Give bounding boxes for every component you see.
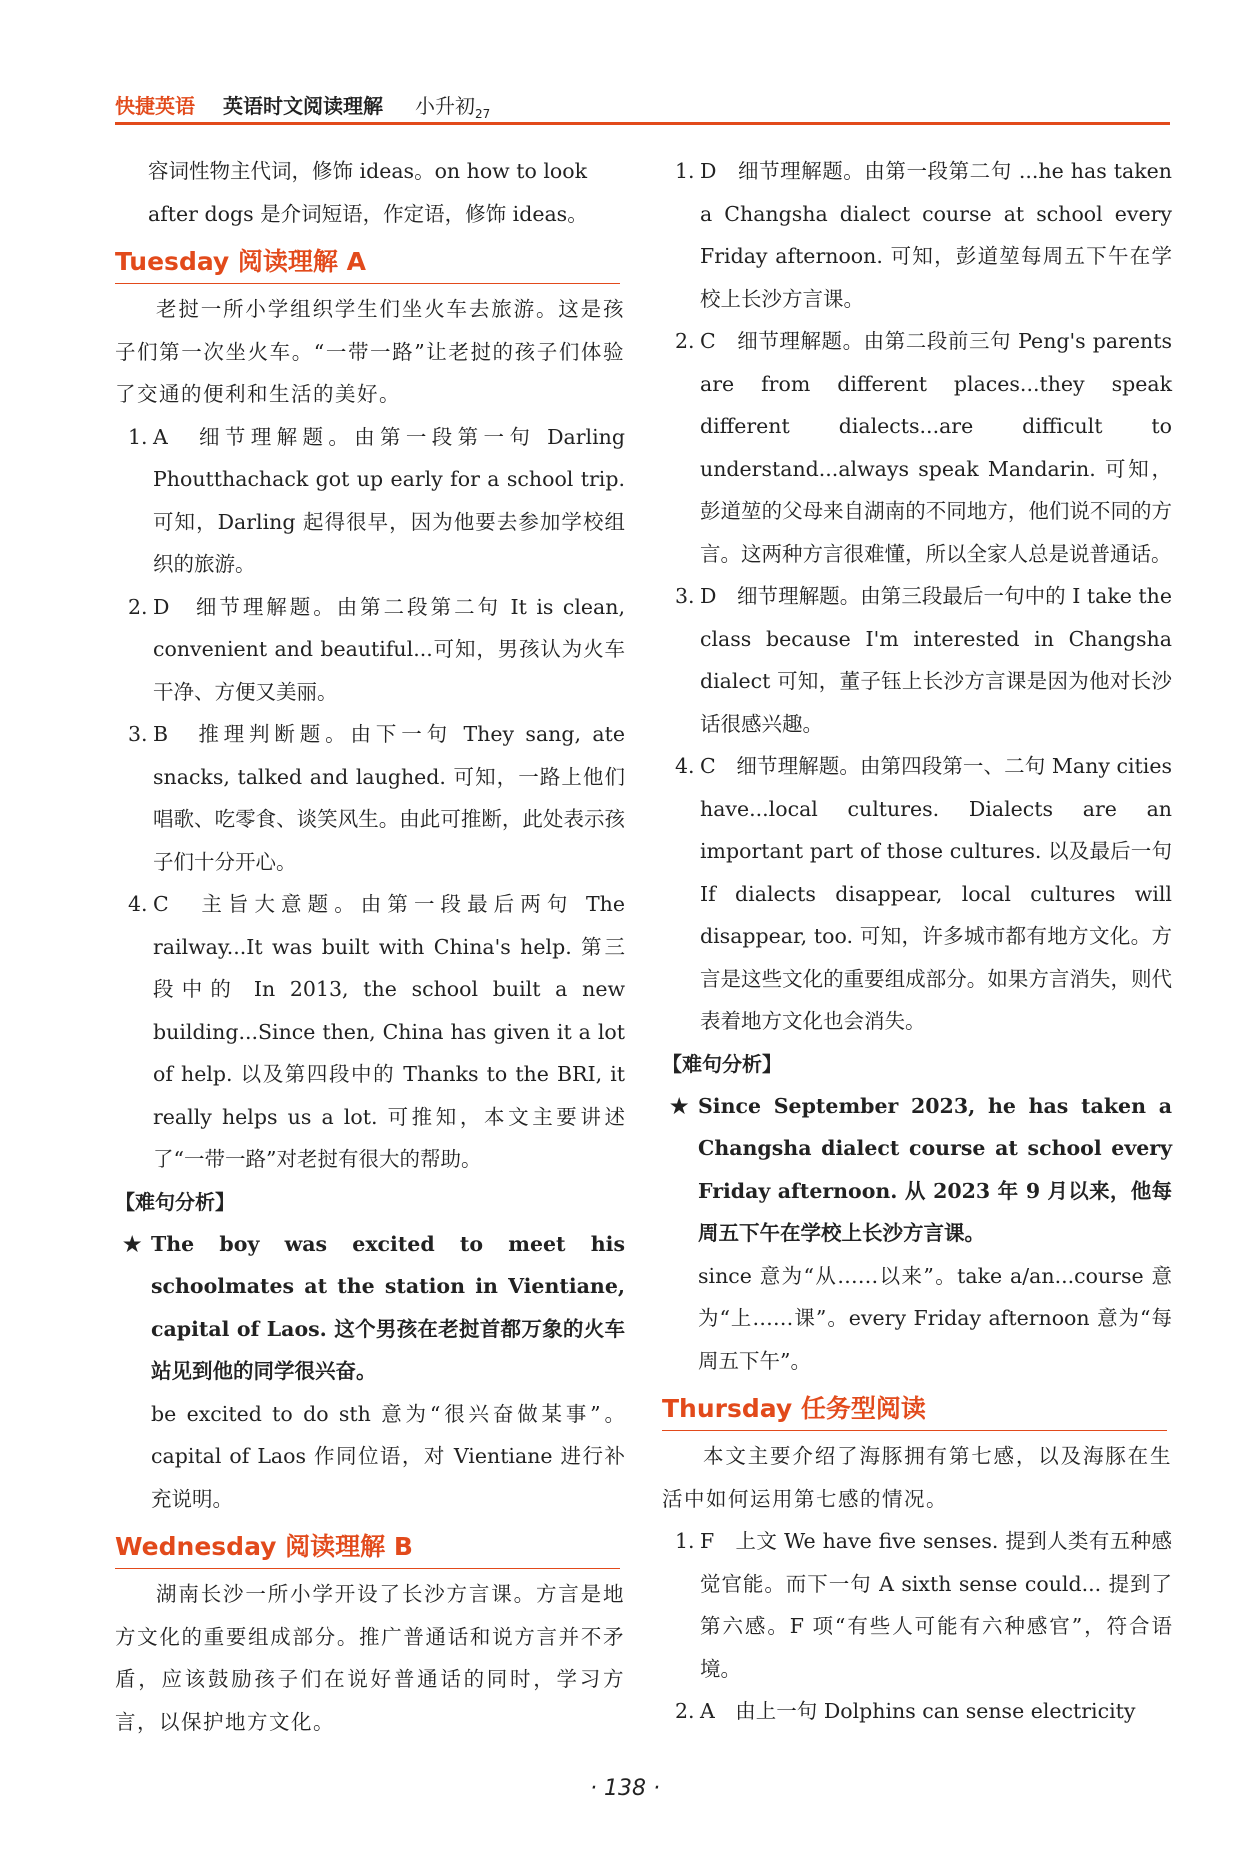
answer-item <box>115 586 625 714</box>
item-text: F 上文 We have five senses. 提到人类有五种感觉官能。而下一句 A sixth sense could... 提到了第六感。F 项“有些人可能有六种感官”，符合语境。 <box>700 1529 1172 1681</box>
answer-item <box>115 713 625 883</box>
hard-sentence-explanation: be excited to do sth 意为“很兴奋做某事”。capital of Laos 作同位语，对 Vientiane 进行补充说明。 <box>151 1401 625 1511</box>
section-title-wednesday: Wednesday 阅读理解 B <box>115 1528 620 1569</box>
continued-line-2: after dogs 是介词短语，作定语，修饰 ideas。 <box>148 201 588 226</box>
item-number: 1. <box>128 424 148 449</box>
item-number: 4. <box>128 892 148 916</box>
item-number: 4. <box>675 754 695 778</box>
item-text: C 主旨大意题。由第一段最后两句 The railway...It was built with China's help. 第三段中的 In 2013, the school built a new building...Since then, China has given it a lot of help. 以及第四段中的 Thanks to the BRI, it really helps us a lot. 可推知，本文主要讲述了“一带一路”对老挝有很大的帮助。 <box>153 892 625 1171</box>
item-text: A 细节理解题。由第一段第一句 Darling Phoutthachack got up early for a school trip. 可知，Darling 起得很早，因为他要去参加学校组织的旅游。 <box>153 424 625 576</box>
item-number: 3. <box>128 722 148 746</box>
answer-item <box>662 1690 1172 1733</box>
item-text: D 细节理解题。由第一段第二句 ...he has taken a Changsha dialect course at school every Friday afternoon. 可知，彭道堃每周五下午在学校上长沙方言课。 <box>700 159 1172 311</box>
answer-item <box>115 883 625 1181</box>
answer-item <box>662 150 1172 320</box>
star-icon: ★ <box>123 1231 142 1256</box>
item-number: 2. <box>675 329 695 353</box>
page-number: · 138 · <box>590 1776 660 1801</box>
section-title-tuesday: Tuesday 阅读理解 A <box>115 243 620 284</box>
thursday-intro: 本文主要介绍了海豚拥有第七感，以及海豚在生活中如何运用第七感的情况。 <box>662 1444 1172 1511</box>
page-header <box>115 86 1170 126</box>
left-column <box>115 150 625 1743</box>
section-title-thursday: Thursday 任务型阅读 <box>662 1390 1167 1431</box>
hard-sentence-explanation: since 意为“从……以来”。take a/an...course 意为“上……课”。every Friday afternoon 意为“每周五下午”。 <box>698 1263 1172 1373</box>
continued-line-1: 容词性物主代词，修饰 ideas。on how to look <box>148 159 587 183</box>
hard-sentence-heading: 【难句分析】 <box>662 1051 782 1076</box>
item-text: D 细节理解题。由第二段第二句 It is clean, convenient and beautiful...可知，男孩认为火车干净、方便又美丽。 <box>153 594 625 704</box>
wednesday-intro: 湖南长沙一所小学开设了长沙方言课。方言是地方文化的重要组成部分。推广普通话和说方言并不矛盾，应该鼓励孩子们在说好普通话的同时，学习方言，以保护地方文化。 <box>115 1582 625 1734</box>
answer-item <box>662 1520 1172 1690</box>
item-number: 1. <box>675 1529 695 1553</box>
header-rule <box>115 122 1170 125</box>
book-title: 英语时文阅读理解 <box>223 94 383 118</box>
item-text: C 细节理解题。由第二段前三句 Peng's parents are from different places...they speak different dialects...are difficult to understand...always speak Mandarin. 可知，彭道堃的父母来自湖南的不同地方，他们说不同的方言。这两种方言很难懂，所以全家人总是说普通话。 <box>700 329 1172 566</box>
answer-item <box>115 416 625 586</box>
item-number: 2. <box>128 594 148 619</box>
brand-name: 快捷英语 <box>115 94 195 118</box>
item-text: C 细节理解题。由第四段第一、二句 Many cities have...local cultures. Dialects are an important part of those cultures. 以及最后一句 If dialects disappear, local cultures will disappear, too. 可知，许多城市都有地方文化。方言是这些文化的重要组成部分。如果方言消失，则代表着地方文化也会消失。 <box>700 754 1172 1033</box>
answer-item <box>662 320 1172 575</box>
tuesday-intro: 老挝一所小学组织学生们坐火车去旅游。这是孩子们第一次坐火车。“一带一路”让老挝的孩子们体验了交通的便利和生活的美好。 <box>115 297 625 406</box>
item-text: A 由上一句 Dolphins can sense electricity <box>700 1699 1136 1723</box>
item-text: B 推理判断题。由下一句 They sang, ate snacks, talked and laughed. 可知，一路上他们唱歌、吃零食、谈笑风生。由此可推断，此处表示孩子们十分开心。 <box>153 722 625 874</box>
item-number: 2. <box>675 1699 695 1723</box>
level-label: 小升初$_{27}$ <box>415 94 491 121</box>
item-number: 1. <box>675 159 695 183</box>
hard-sentence: ★ The boy was excited to meet his schoolmates at the station in Vientiane, capital of Laos. 这个男孩在老挝首都万象的火车站见到他的同学很兴奋。 <box>115 1223 625 1393</box>
hard-sentence-heading: 【难句分析】 <box>115 1189 235 1214</box>
item-number: 3. <box>675 584 695 608</box>
item-text: D 细节理解题。由第三段最后一句中的 I take the class because I'm interested in Changsha dialect 可知，董子钰上长沙方言课是因为他对长沙话很感兴趣。 <box>700 584 1172 736</box>
answer-item <box>662 575 1172 745</box>
hard-sentence: ★ Since September 2023, he has taken a Changsha dialect course at school every Friday afternoon. 从 2023 年 9 月以来，他每周五下午在学校上长沙方言课。 <box>662 1085 1172 1255</box>
answer-item <box>662 745 1172 1043</box>
right-column <box>662 150 1172 1733</box>
edition-number: 27 <box>475 107 491 121</box>
star-icon: ★ <box>670 1093 689 1118</box>
